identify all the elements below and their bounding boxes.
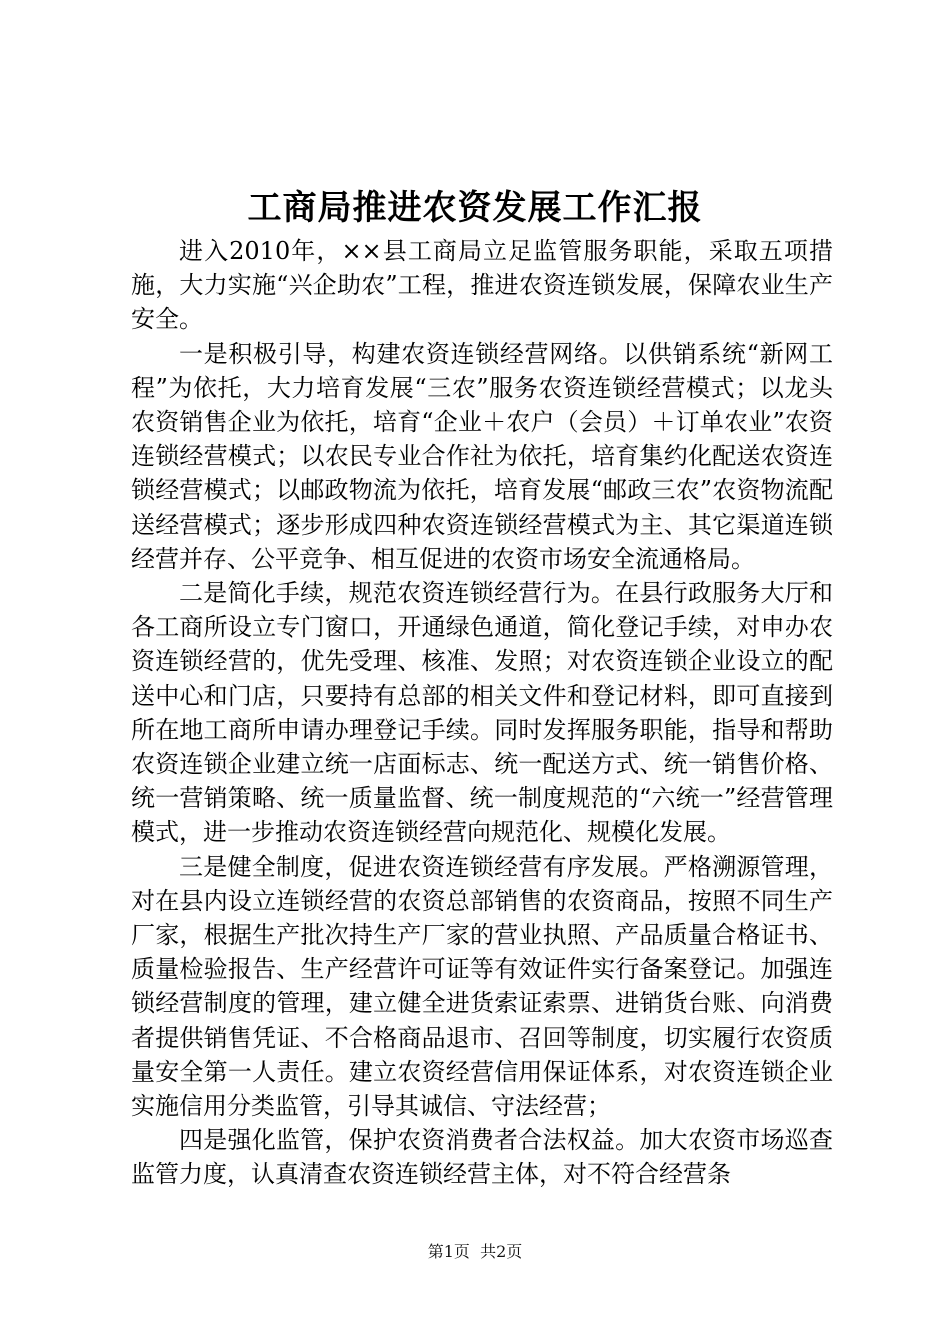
document-body xyxy=(131,234,833,1192)
page-footer xyxy=(0,1241,950,1263)
paragraph-point-two: 二是简化手续，规范农资连锁经营行为。在县行政服务大厅和各工商所设立专门窗口，开通绿色通道，简化登记手续，对申办农资连锁经营的，优先受理、核准、发照；对农资连锁企业设立的配送中心和门店，只要持有总部的相关文件和登记材料，即可直接到所在地工商所申请办理登记手续。同时发挥服务职能，指导和帮助农资连锁企业建立统一店面标志、统一配送方式、统一销售价格、统一营销策略、统一质量监督、统一制度规范的“六统一”经营管理模式，进一步推动农资连锁经营向规范化、规模化发展。 xyxy=(131,579,833,847)
paragraph-point-three: 三是健全制度，促进农资连锁经营有序发展。严格溯源管理，对在县内设立连锁经营的农资总部销售的农资商品，按照不同生产厂家，根据生产批次持生产厂家的营业执照、产品质量合格证书、质量检验报告、生产经营许可证等有效证件实行备案登记。加强连锁经营制度的管理，建立健全进货索证索票、进销货台账、向消费者提供销售凭证、不合格商品退市、召回等制度，切实履行农资质量安全第一人责任。建立农资经营信用保证体系，对农资连锁企业实施信用分类监管，引导其诚信、守法经营； xyxy=(131,852,833,1121)
paragraph-point-four: 四是强化监管，保护农资消费者合法权益。加大农资市场巡查监管力度，认真清查农资连锁经营主体，对不符合经营条 xyxy=(131,1126,833,1189)
paragraph-intro: 进入2010年，××县工商局立足监管服务职能，采取五项措施，大力实施“兴企助农”工程，推进农资连锁发展，保障农业生产安全。 xyxy=(131,237,833,334)
paragraph-point-one: 一是积极引导，构建农资连锁经营网络。以供销系统“新网工程”为依托，大力培育发展“三农”服务农资连锁经营模式；以龙头农资销售企业为依托，培育“企业＋农户（会员）＋订单农业”农资连锁经营模式；以农民专业合作社为依托，培育集约化配送农资连锁经营模式；以邮政物流为依托，培育发展“邮政三农”农资物流配送经营模式；逐步形成四种农资连锁经营模式为主、其它渠道连锁经营并存、公平竞争、相互促进的农资市场安全流通格局。 xyxy=(131,339,833,573)
page-number-label: 第1页 共2页 xyxy=(427,1242,523,1261)
document-title: 工商局推进农资发展工作汇报 xyxy=(247,188,703,228)
